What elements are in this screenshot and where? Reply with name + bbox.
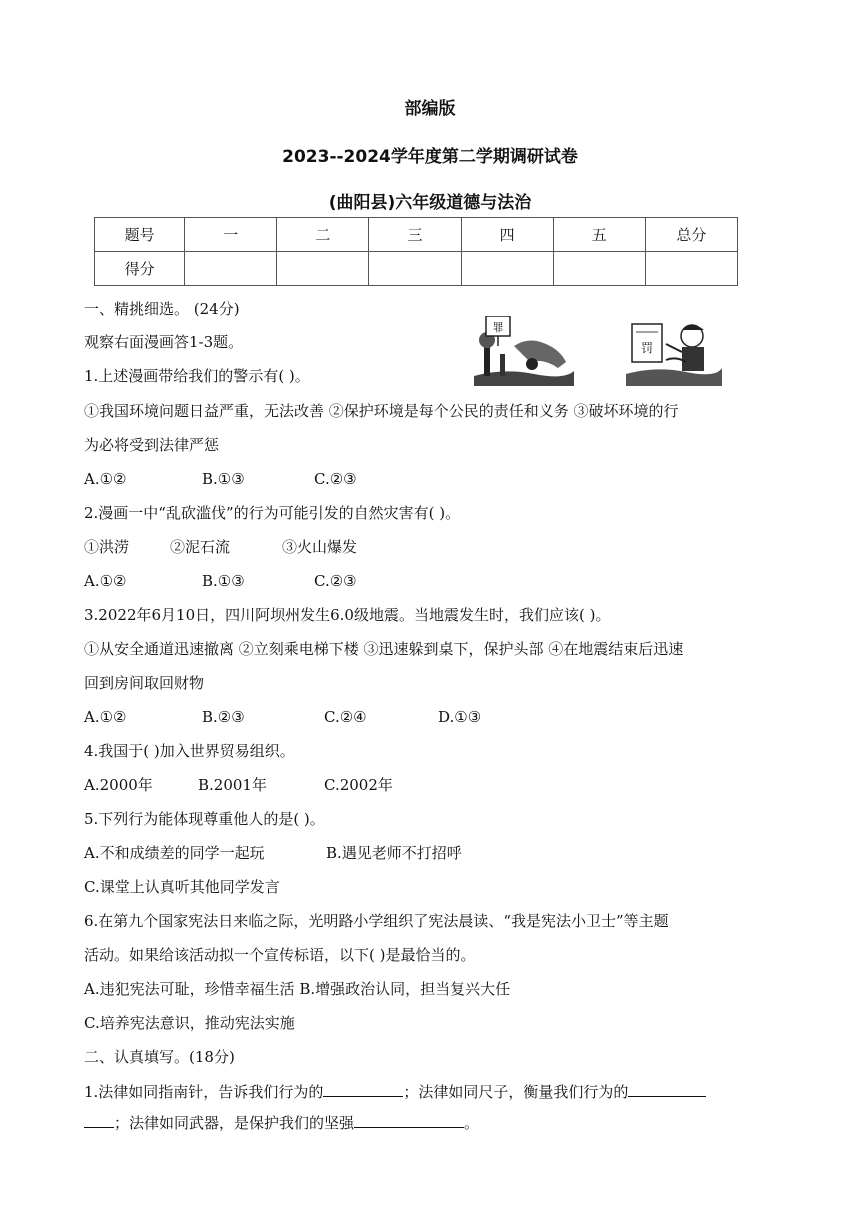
cartoon-right-sign-text: 罚 [640,341,654,355]
q3-desc-line1: ①从安全通道迅速撤离 ②立刻乘电梯下楼 ③迅速躲到桌下，保护头部 ④在地震结束后迅速 [84,640,684,658]
s2-q1-part4: 。 [464,1114,480,1132]
q3-option-d[interactable]: D.①③ [438,708,482,726]
score-input-cell[interactable] [461,252,553,286]
q3-options [84,707,481,727]
s2-q1-blank3[interactable] [354,1112,464,1128]
section1-heading: 一、精挑细选。 (24分) [84,300,240,318]
score-input-cell[interactable] [645,252,737,286]
q5-stem: 5.下列行为能体现尊重他人的是( )。 [84,810,325,828]
q3-option-a[interactable]: A.①② [84,708,127,726]
q2-stem: 2.漫画一中“乱砍滥伐”的行为可能引发的自然灾害有( )。 [84,504,461,522]
cartoon-left-sign-text: 罪 [492,321,504,334]
score-table-score-row [95,252,738,286]
q2-items [84,537,357,557]
q1-option-c[interactable]: C.②③ [314,470,357,488]
q5-option-b[interactable]: B.遇见老师不打招呼 [326,844,462,862]
q5-option-c[interactable]: C.课堂上认真听其他同学发言 [84,878,280,896]
q2-item-3: ③火山爆发 [282,538,358,556]
s2-q1-blank2-continued[interactable] [84,1112,114,1128]
q2-options [84,571,357,591]
score-cell: 题号 [95,218,185,252]
cartoon-punishment-image [626,316,722,386]
s2-q1-line1 [84,1081,706,1102]
score-cell: 五 [553,218,645,252]
s2-q1-part1: 1.法律如同指南针，告诉我们行为的 [84,1083,324,1101]
score-input-cell[interactable] [277,252,369,286]
q2-item-2: ②泥石流 [170,538,231,556]
q3-option-c[interactable]: C.②④ [324,708,367,726]
s2-q1-part3: ；法律如同武器，是保护我们的坚强 [114,1114,355,1132]
q6-option-a[interactable]: A.违犯宪法可耻，珍惜幸福生活 [84,980,295,998]
q1-desc-line1: ①我国环境问题日益严重，无法改善 ②保护环境是每个公民的责任和义务 ③破坏环境的行 [84,402,679,420]
score-cell: 三 [369,218,461,252]
score-table-header-row [95,218,738,252]
q3-option-b[interactable]: B.②③ [202,708,245,726]
q2-option-b[interactable]: B.①③ [202,572,245,590]
q6-stem-line1: 6.在第九个国家宪法日来临之际，光明路小学组织了宪法晨读、“我是宪法小卫士”等主题 [84,912,669,930]
score-cell: 一 [185,218,277,252]
score-input-cell[interactable] [369,252,461,286]
score-input-cell[interactable] [553,252,645,286]
s2-q1-blank2[interactable] [628,1081,706,1097]
score-cell: 总分 [645,218,737,252]
q5-option-a[interactable]: A.不和成绩差的同学一起玩 [84,844,265,862]
section2-heading: 二、认真填写。(18分) [84,1048,235,1066]
s2-q1-blank1[interactable] [323,1081,403,1097]
q6-option-b[interactable]: B.增强政治认同，担当复兴大任 [299,980,511,998]
header-edition: 部编版 [404,99,456,119]
q3-stem: 3.2022年6月10日，四川阿坝州发生6.0级地震。当地震发生时，我们应该( )。 [84,606,611,624]
score-row-label: 得分 [95,252,185,286]
s2-q1-line2 [84,1112,479,1133]
s2-q1-part2: ；法律如同尺子，衡量我们行为的 [403,1083,629,1101]
header-term: 2023--2024学年度第二学期调研试卷 [282,147,578,167]
score-table [94,217,738,286]
q4-option-a[interactable]: A.2000年 [84,776,153,794]
q4-option-b[interactable]: B.2001年 [198,776,267,794]
q1-desc-line2: 为必将受到法律严惩 [84,436,220,454]
q6-options-row1 [84,979,510,999]
q2-option-c[interactable]: C.②③ [314,572,357,590]
q1-option-a[interactable]: A.①② [84,470,127,488]
q6-option-c[interactable]: C.培养宪法意识，推动宪法实施 [84,1014,295,1032]
score-cell: 二 [277,218,369,252]
score-input-cell[interactable] [185,252,277,286]
q6-stem-line2: 活动。如果给该活动拟一个宣传标语，以下( )是最恰当的。 [84,946,476,964]
cartoon-deforestation-image [474,316,574,386]
q4-option-c[interactable]: C.2002年 [324,776,393,794]
q4-options [84,775,393,795]
q2-option-a[interactable]: A.①② [84,572,127,590]
header-subject: (曲阳县)六年级道德与法治 [328,193,532,213]
q1-option-b[interactable]: B.①③ [202,470,245,488]
q5-options-row1 [84,843,462,863]
q2-item-1: ①洪涝 [84,538,130,556]
score-cell: 四 [461,218,553,252]
section1-intro: 观察右面漫画答1-3题。 [84,333,244,351]
q4-stem: 4.我国于( )加入世界贸易组织。 [84,742,295,760]
q1-stem: 1.上述漫画带给我们的警示有( )。 [84,367,310,385]
q1-options [84,469,357,489]
q3-desc-line2: 回到房间取回财物 [84,674,205,692]
